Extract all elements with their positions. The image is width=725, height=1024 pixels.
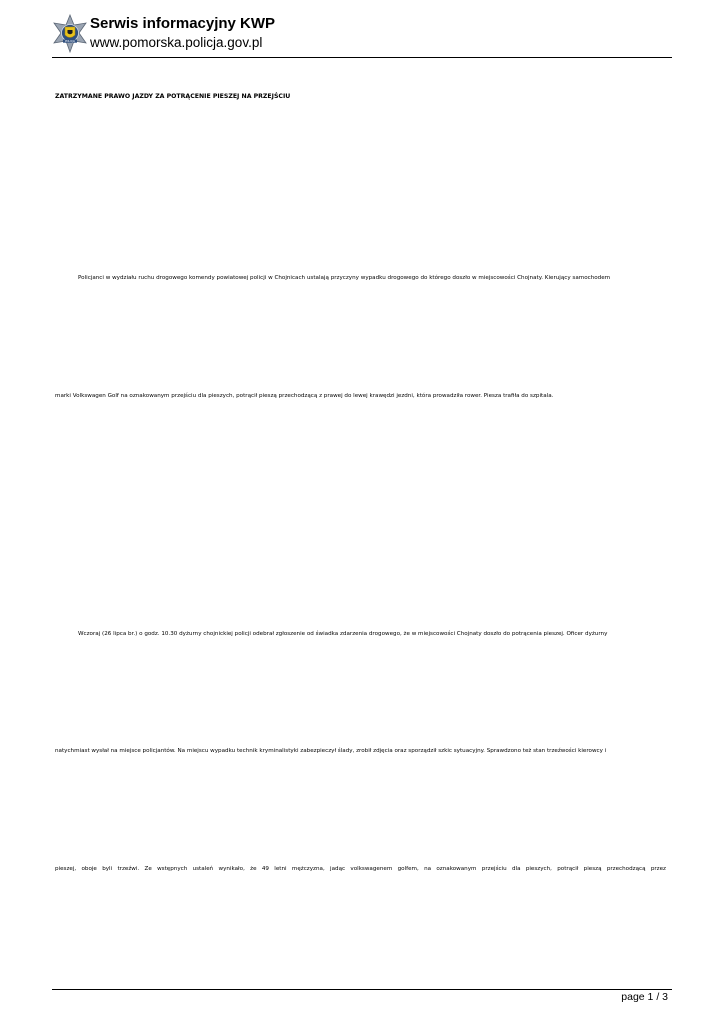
paragraph-line: marki Volkswagen Golf na oznakowanym przejściu dla pieszych, potrącił pieszą przechodzącą z prawej do lewej krawędzi jezdni, która prowadziła rower. Piesza trafiła do szpitala. bbox=[55, 393, 554, 399]
footer-divider bbox=[52, 989, 672, 990]
police-star-logo bbox=[52, 14, 88, 54]
svg-text:POLICJA: POLICJA bbox=[64, 40, 76, 43]
site-url[interactable]: www.pomorska.policja.gov.pl bbox=[90, 35, 263, 50]
paragraph-line: Wczoraj (26 lipca br.) o godz. 10.30 dyżurny chojnickiej policji odebrał zgłoszenie od świadka zdarzenia drogowego, że w miejscowości Chojnaty doszło do potrącenia pieszej. Oficer dyżurny bbox=[78, 631, 608, 637]
paragraph-line: Policjanci w wydziału ruchu drogowego komendy powiatowej policji w Chojnicach ustalają przyczyny wypadku drogowego do którego doszło w miejscowości Chojnaty. Kierujący samochodem bbox=[78, 275, 611, 281]
paragraph-line: pieszej, oboje byli trzeźwi. Ze wstępnych ustaleń wynikało, że 49 letni mężczyzna, jadąc volkswagenem golfem, na oznakowanym przejściu dla pieszych, potrącił pieszą przechodzącą przez bbox=[55, 866, 666, 872]
article-title: ZATRZYMANE PRAWO JAZDY ZA POTRĄCENIE PIESZEJ NA PRZEJŚCIU bbox=[55, 93, 291, 100]
paragraph-line: natychmiast wysłał na miejsce policjantów. Na miejscu wypadku technik kryminalistyki zabezpieczył ślady, zrobił zdjęcia oraz sporządził szkic sytuacyjny. Sprawdzono też stan trzeźwości kierowcy i bbox=[55, 748, 607, 754]
page-header bbox=[52, 14, 672, 56]
site-title: Serwis informacyjny KWP bbox=[90, 15, 276, 32]
page-number: page 1 / 3 bbox=[621, 991, 668, 1003]
header-divider bbox=[52, 57, 672, 58]
